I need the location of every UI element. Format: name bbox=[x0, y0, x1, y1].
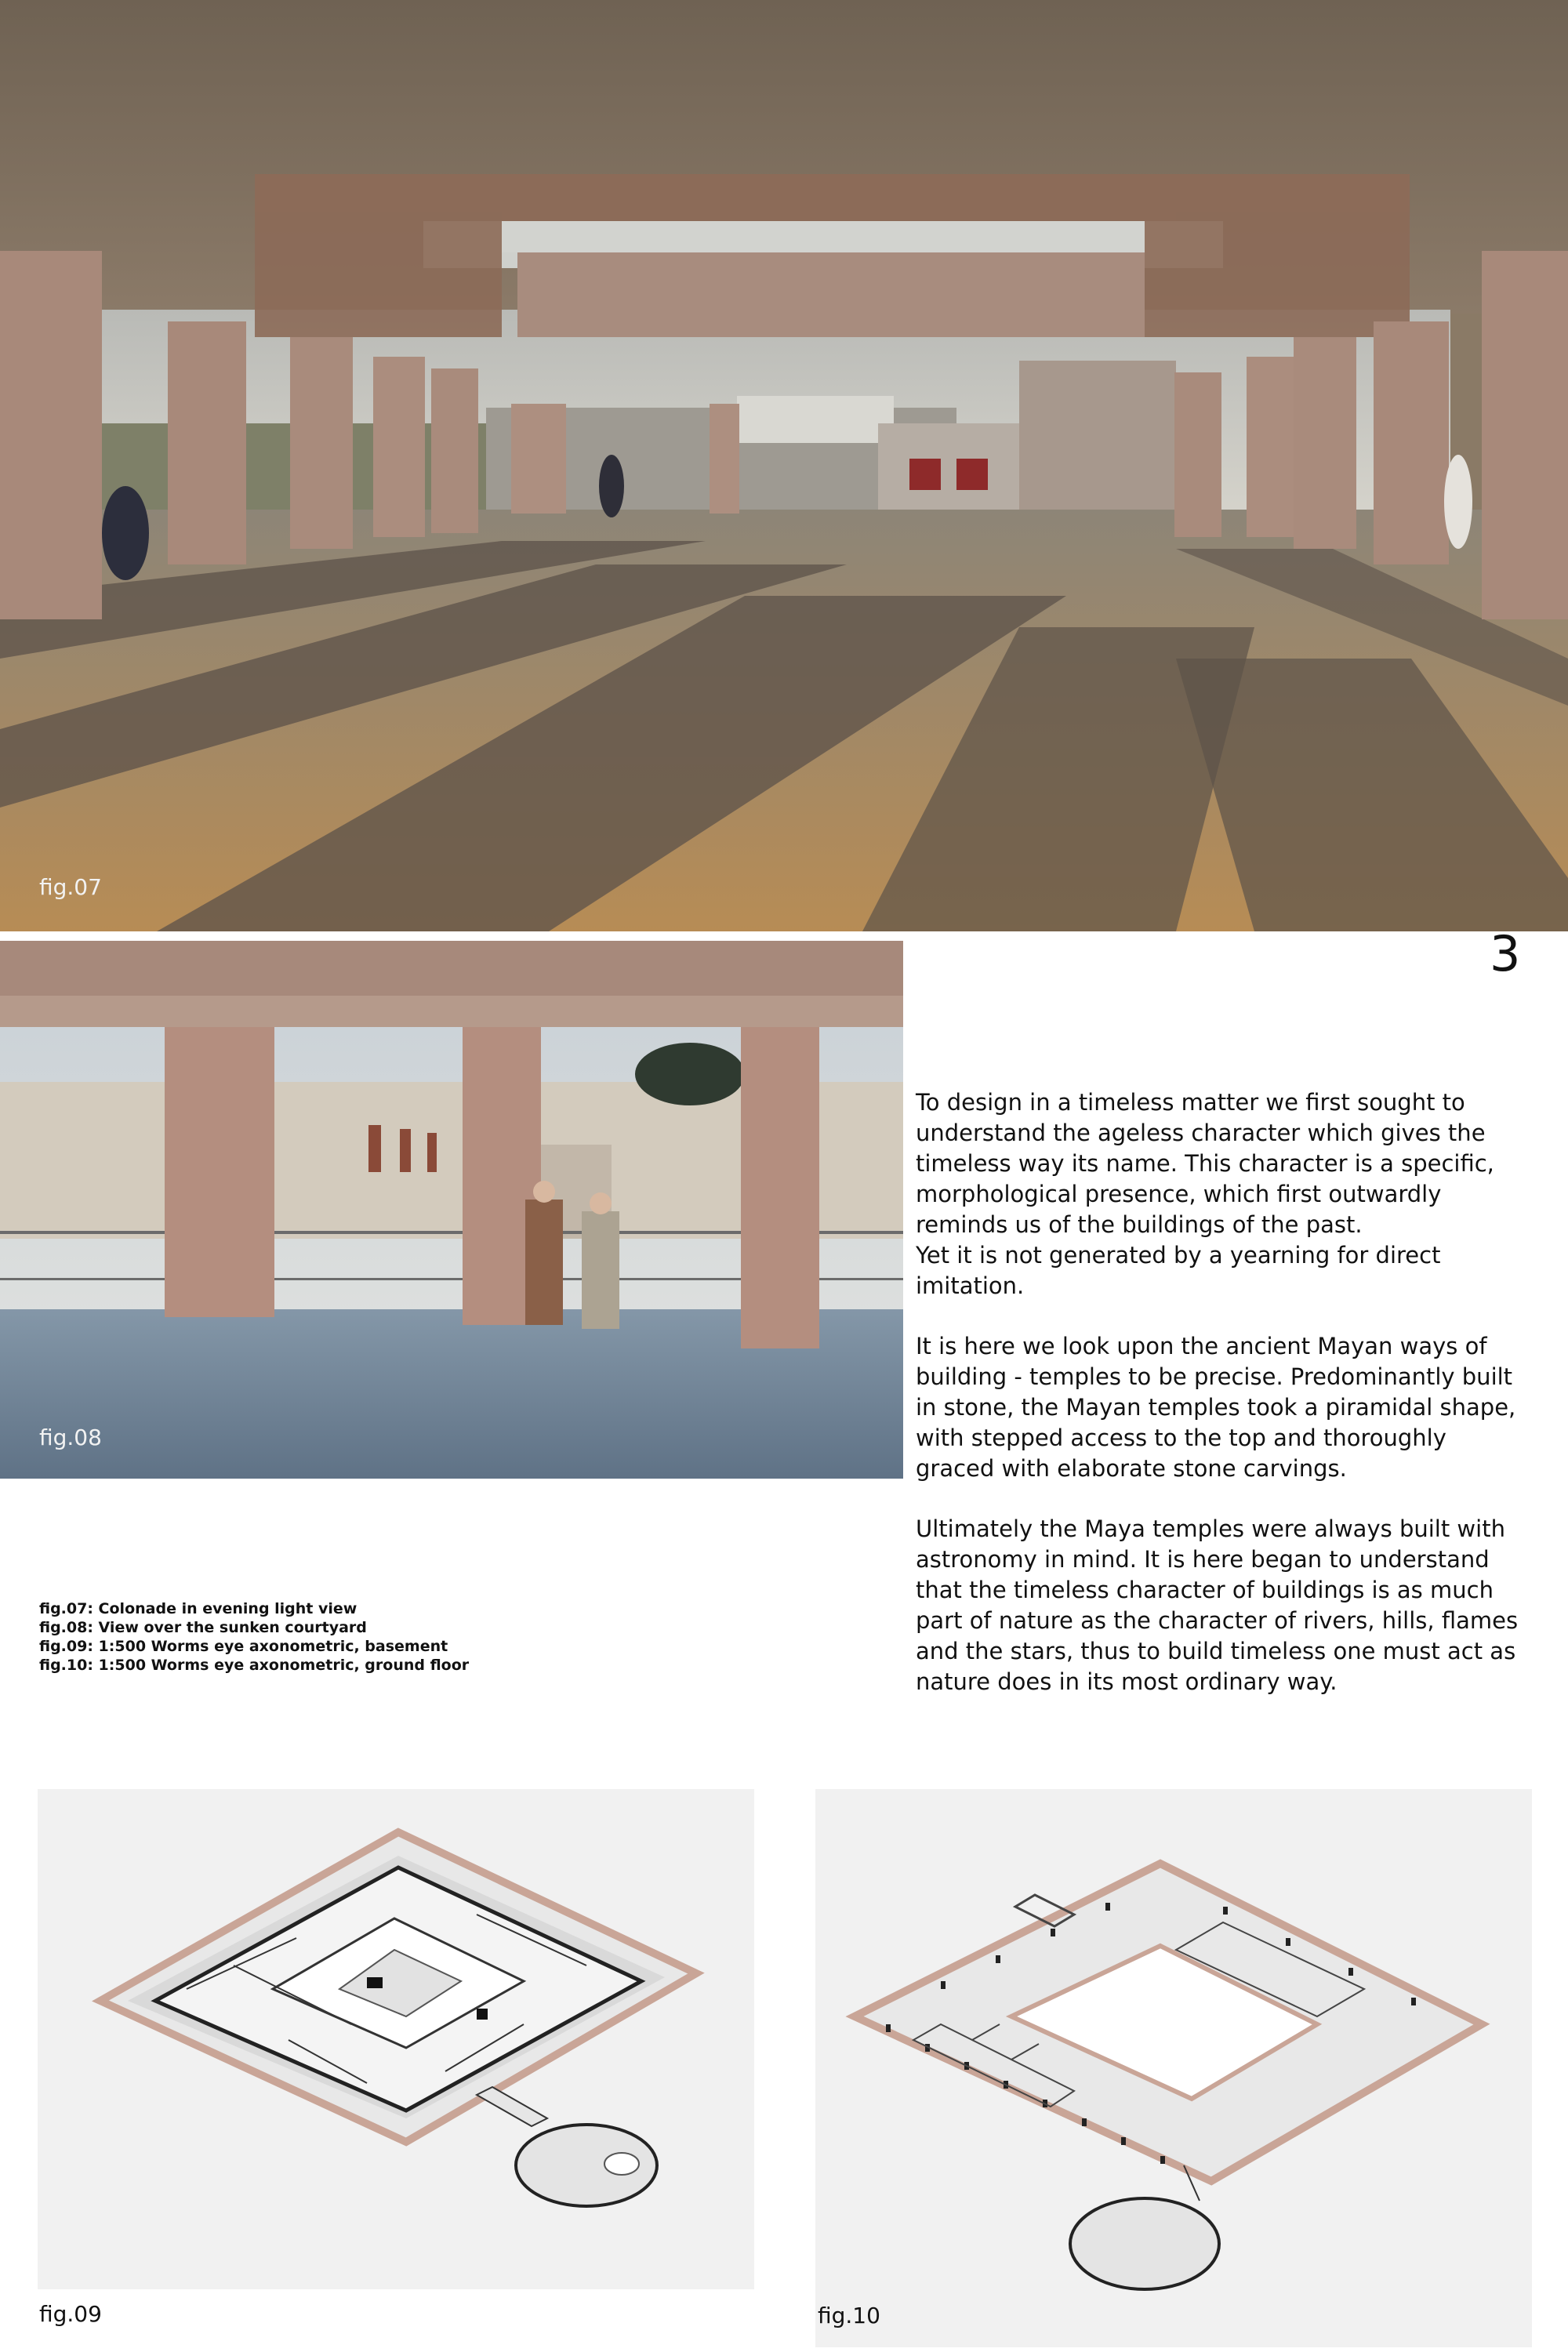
fig10-axonometric-ground-floor bbox=[815, 1789, 1532, 2347]
page-number: 3 bbox=[1490, 925, 1521, 982]
text-line: morphological presence, which first outwardly bbox=[916, 1181, 1442, 1207]
text-line: in stone, the Mayan temples took a piramidal shape, bbox=[916, 1394, 1516, 1421]
fig08-label: fig.08 bbox=[39, 1425, 102, 1450]
colonnade-illustration bbox=[0, 0, 1568, 931]
text-line: that the timeless character of buildings is as much bbox=[916, 1577, 1494, 1603]
text-line: To design in a timeless matter we first sought to bbox=[916, 1089, 1465, 1116]
paragraph-1 bbox=[916, 1087, 1543, 1301]
text-line: graced with elaborate stone carvings. bbox=[916, 1455, 1347, 1482]
figure-captions bbox=[39, 1599, 588, 1675]
text-line: understand the ageless character which gives the bbox=[916, 1120, 1486, 1146]
paragraph-2 bbox=[916, 1331, 1543, 1484]
paragraph-3 bbox=[916, 1514, 1543, 1697]
text-line: reminds us of the buildings of the past. bbox=[916, 1211, 1363, 1238]
text-line: imitation. bbox=[916, 1272, 1025, 1299]
fig07-label: fig.07 bbox=[39, 874, 102, 900]
ground-floor-drawing bbox=[815, 1789, 1532, 2347]
fig09-axonometric-basement bbox=[38, 1789, 754, 2289]
text-line: Yet it is not generated by a yearning for direct bbox=[916, 1242, 1441, 1269]
text-line: building - temples to be precise. Predominantly built bbox=[916, 1363, 1513, 1390]
fig09-label: fig.09 bbox=[39, 2301, 102, 2327]
text-line: with stepped access to the top and thoroughly bbox=[916, 1425, 1446, 1451]
caption-fig10: fig.10: 1:500 Worms eye axonometric, ground floor bbox=[39, 1657, 470, 1674]
body-text bbox=[916, 1087, 1543, 1727]
fig10-label: fig.10 bbox=[818, 2303, 880, 2328]
caption-fig08: fig.08: View over the sunken courtyard bbox=[39, 1619, 367, 1636]
text-line: and the stars, thus to build timeless one must act as bbox=[916, 1638, 1516, 1664]
text-line: astronomy in mind. It is here began to understand bbox=[916, 1546, 1490, 1573]
fig07-render bbox=[0, 0, 1568, 931]
fig08-render bbox=[0, 941, 903, 1479]
text-line: part of nature as the character of rivers, hills, flames bbox=[916, 1607, 1519, 1634]
caption-fig07: fig.07: Colonade in evening light view bbox=[39, 1600, 358, 1617]
text-line: It is here we look upon the ancient Mayan ways of bbox=[916, 1333, 1487, 1359]
basement-drawing bbox=[38, 1789, 754, 2289]
courtyard-illustration bbox=[0, 941, 903, 1479]
text-line: timeless way its name. This character is a specific, bbox=[916, 1150, 1494, 1177]
text-line: Ultimately the Maya temples were always built with bbox=[916, 1515, 1505, 1542]
caption-fig09: fig.09: 1:500 Worms eye axonometric, basement bbox=[39, 1638, 448, 1655]
text-line: nature does in its most ordinary way. bbox=[916, 1668, 1338, 1695]
